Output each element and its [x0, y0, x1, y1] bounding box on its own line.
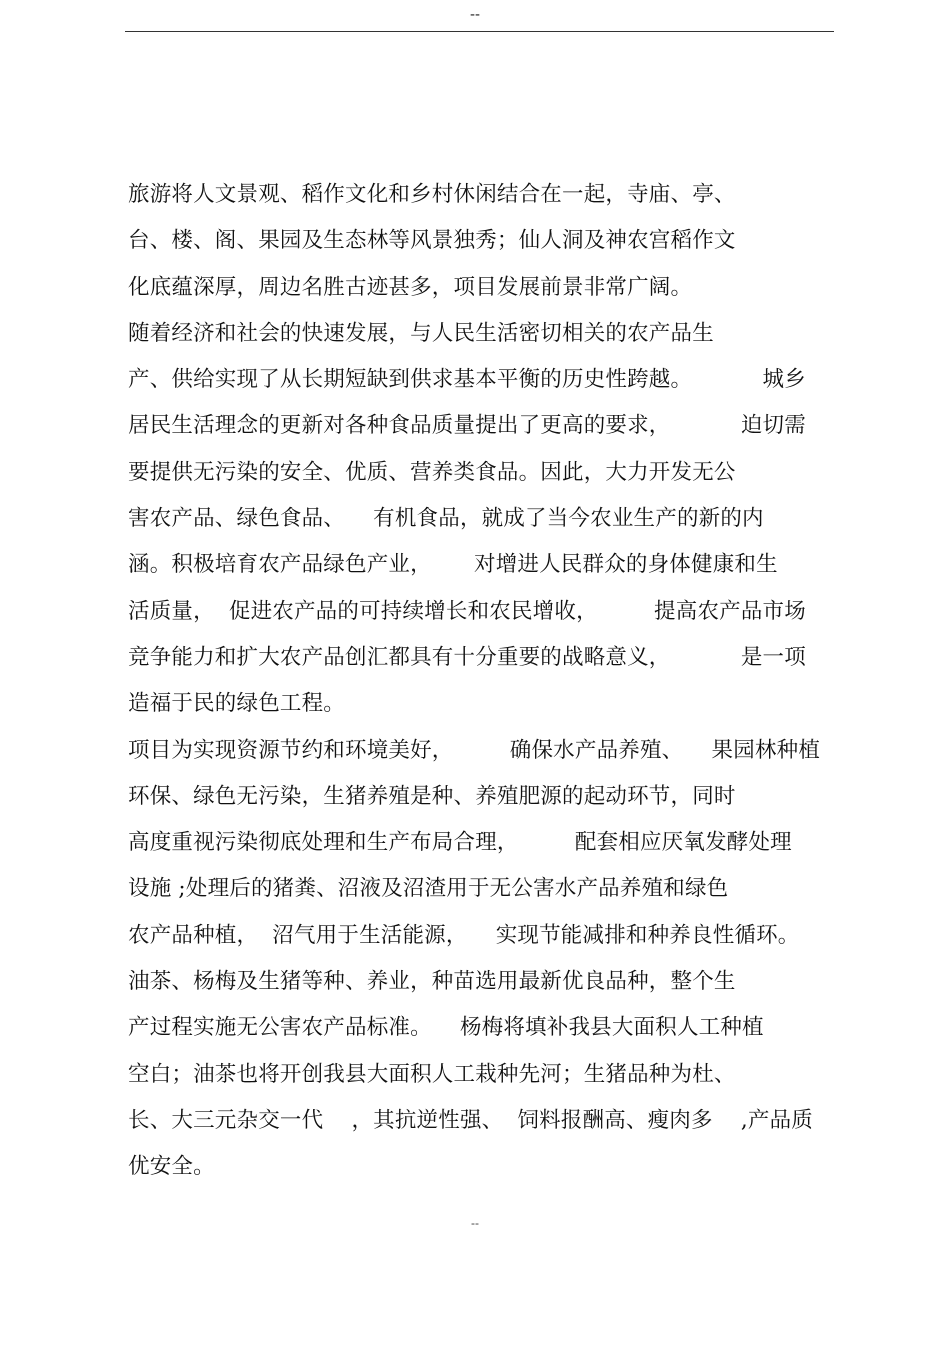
page-header-mark: --: [470, 6, 480, 23]
text-line: 产、供给实现了从长期短缺到供求基本平衡的历史性跨越。 城乡: [128, 367, 806, 393]
text-line: 造福于民的绿色工程。: [128, 691, 346, 717]
text-line: 涵。积极培育农产品绿色产业， 对增进人民群众的身体健康和生: [128, 552, 778, 578]
text-line: 油茶、杨梅及生猪等种、养业，种苗选用最新优良品种，整个生: [128, 969, 736, 995]
text-line: 项目为实现资源节约和环境美好， 确保水产品养殖、 果园林种植: [128, 737, 821, 763]
text-line: 空白；油茶也将开创我县大面积人工栽种先河；生猪品种为杜、: [128, 1061, 736, 1087]
text-line: 害农产品、绿色食品、 有机食品，就成了当今农业生产的新的内: [128, 506, 764, 532]
document-body: [128, 172, 848, 1191]
text-line: 化底蕴深厚，周边名胜古迹甚多，项目发展前景非常广阔。: [128, 274, 693, 300]
page-footer-mark: --: [471, 1216, 479, 1230]
text-line: 高度重视污染彻底处理和生产布局合理， 配套相应厌氧发酵处理: [128, 830, 792, 856]
header-divider: [125, 31, 834, 32]
text-line: 居民生活理念的更新对各种食品质量提出了更高的要求， 迫切需: [128, 413, 806, 439]
text-line: 竞争能力和扩大农产品创汇都具有十分重要的战略意义， 是一项: [128, 644, 806, 670]
text-line: 要提供无污染的安全、优质、营养类食品。因此，大力开发无公: [128, 459, 736, 485]
text-line: 环保、绿色无污染，生猪养殖是种、养殖肥源的起动环节，同时: [128, 783, 736, 809]
text-line: 农产品种植， 沼气用于生活能源， 实现节能减排和种养良性循环。: [128, 922, 800, 948]
text-line: 随着经济和社会的快速发展，与人民生活密切相关的农产品生: [128, 320, 714, 346]
text-line: 长、大三元杂交一代 ，其抗逆性强、 饲料报酬高、瘦肉多 ,产品质: [128, 1107, 813, 1133]
text-line: 设施 ;处理后的猪粪、沼液及沼渣用于无公害水产品养殖和绿色: [128, 876, 729, 902]
text-line: 产过程实施无公害农产品标准。 杨梅将填补我县大面积人工种植: [128, 1015, 764, 1041]
text-line: 旅游将人文景观、稻作文化和乡村休闲结合在一起，寺庙、亭、: [128, 182, 736, 207]
text-line: 活质量， 促进农产品的可持续增长和农民增收， 提高农产品市场: [128, 598, 806, 624]
text-line: 优安全。: [128, 1154, 215, 1180]
text-line: 台、楼、阁、果园及生态林等风景独秀；仙人洞及神农宫稻作文: [128, 228, 736, 254]
